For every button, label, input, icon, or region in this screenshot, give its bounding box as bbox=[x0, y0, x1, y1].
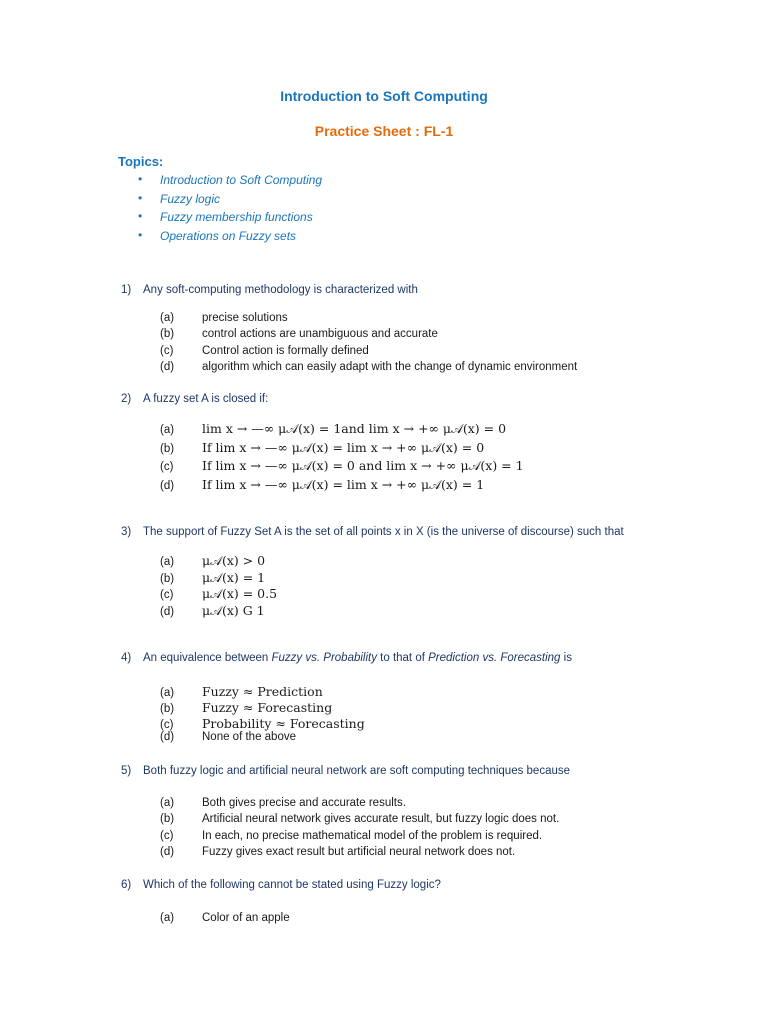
document-subtitle: Practice Sheet : FL-1 bbox=[314, 123, 454, 139]
option-text: Both gives precise and accurate results. bbox=[202, 797, 406, 809]
question-number: 4) bbox=[121, 652, 132, 664]
question-number: 1) bbox=[121, 284, 132, 296]
option-text: If lim x → —∞ μ𝒜(x) = lim x → +∞ μ𝒜(x) = 1 bbox=[202, 476, 485, 492]
topic-item: • Operations on Fuzzy sets bbox=[138, 227, 297, 243]
question-number: 3) bbox=[121, 526, 132, 538]
option-label: (c) bbox=[160, 829, 174, 842]
option-text: Fuzzy ≈ Forecasting bbox=[202, 699, 333, 715]
option-label: (b) bbox=[160, 442, 175, 455]
option-item bbox=[160, 312, 577, 328]
topic-item: • Introduction to Soft Computing bbox=[138, 172, 323, 187]
option-item bbox=[160, 345, 577, 361]
option-text: μ𝒜(x) > 0 bbox=[202, 553, 266, 568]
option-text: algorithm which can easily adapt with the change of dynamic environment bbox=[202, 360, 578, 373]
question-3-options bbox=[160, 553, 277, 619]
option-text: precise solutions bbox=[202, 312, 288, 324]
option-label: (c) bbox=[160, 461, 174, 473]
option-label: (d) bbox=[160, 605, 175, 618]
option-text: If lim x → —∞ μ𝒜(x) = lim x → +∞ μ𝒜(x) = 0 bbox=[202, 439, 485, 455]
option-text: μ𝒜(x) G 1 bbox=[202, 602, 265, 618]
option-text: Probability ≈ Forecasting bbox=[202, 715, 365, 731]
question-text: Both fuzzy logic and artificial neural network are soft computing techniques because bbox=[143, 765, 571, 777]
option-label: (d) bbox=[160, 845, 175, 858]
option-text: μ𝒜(x) = 0.5 bbox=[202, 586, 278, 602]
topic-item: • Fuzzy membership functions bbox=[138, 209, 313, 224]
option-label: (c) bbox=[160, 589, 174, 602]
option-item bbox=[160, 421, 524, 440]
option-text: Fuzzy gives exact result but artificial neural network does not. bbox=[202, 845, 516, 858]
option-label: (b) bbox=[160, 813, 175, 826]
bullet-icon: • bbox=[138, 172, 143, 186]
option-text: lim x → —∞ μ𝒜(x) = 1and lim x → +∞ μ𝒜(x) = 0 bbox=[202, 421, 507, 436]
option-item bbox=[160, 912, 290, 928]
question-2 bbox=[121, 393, 268, 405]
question-5 bbox=[121, 765, 570, 777]
option-label: (d) bbox=[160, 731, 175, 744]
option-text: Artificial neural network gives accurate result, but fuzzy logic does not. bbox=[202, 813, 560, 826]
option-label: (a) bbox=[160, 687, 175, 699]
question-6-options bbox=[160, 912, 290, 928]
option-label: (b) bbox=[160, 328, 175, 341]
question-number: 6) bbox=[121, 879, 132, 891]
question-4-options bbox=[160, 684, 365, 747]
option-text: Fuzzy ≈ Prediction bbox=[202, 684, 323, 699]
option-item bbox=[160, 731, 365, 747]
question-text: Any soft-computing methodology is characterized with bbox=[143, 284, 418, 296]
option-text: If lim x → —∞ μ𝒜(x) = 0 and lim x → +∞ μ𝒜(x) = 1 bbox=[202, 458, 524, 473]
option-label: (a) bbox=[160, 797, 175, 809]
option-item bbox=[160, 328, 577, 344]
question-1 bbox=[121, 284, 418, 296]
option-item bbox=[160, 830, 559, 846]
topics-list bbox=[138, 172, 323, 247]
option-label: (a) bbox=[160, 424, 175, 436]
option-item bbox=[160, 813, 559, 829]
option-label: (c) bbox=[160, 718, 174, 731]
option-text: Color of an apple bbox=[202, 912, 290, 924]
question-6 bbox=[121, 879, 441, 891]
option-text: μ𝒜(x) = 1 bbox=[202, 569, 266, 585]
option-item bbox=[160, 700, 365, 716]
option-item bbox=[160, 603, 277, 620]
option-label: (d) bbox=[160, 479, 175, 492]
question-text: The support of Fuzzy Set A is the set of all points x in X (is the universe of discourse) such that bbox=[143, 526, 624, 538]
option-item bbox=[160, 586, 277, 603]
bullet-icon: • bbox=[138, 227, 143, 242]
topic-item: • Fuzzy logic bbox=[138, 190, 221, 206]
option-item bbox=[160, 797, 559, 813]
question-number: 5) bbox=[121, 765, 132, 777]
option-label: (a) bbox=[160, 912, 175, 924]
topics-heading: Topics: bbox=[118, 154, 164, 169]
question-4: 4) An equivalence between Fuzzy vs. Probability to that of Prediction vs. Forecasting is bbox=[121, 652, 572, 664]
option-label: (c) bbox=[160, 344, 174, 357]
option-text: Control action is formally defined bbox=[202, 344, 369, 357]
option-item bbox=[160, 361, 577, 377]
option-item bbox=[160, 846, 559, 862]
question-number: 2) bbox=[121, 393, 132, 405]
option-item bbox=[160, 477, 524, 496]
question-text: Which of the following cannot be stated using Fuzzy logic? bbox=[143, 879, 441, 891]
bullet-icon: • bbox=[138, 209, 143, 223]
question-5-options bbox=[160, 797, 559, 862]
option-item bbox=[160, 553, 277, 570]
option-text: In each, no precise mathematical model of the problem is required. bbox=[202, 829, 543, 842]
option-text: None of the above bbox=[202, 731, 296, 744]
option-item bbox=[160, 684, 365, 700]
question-text: A fuzzy set A is closed if: bbox=[143, 393, 269, 405]
question-2-options bbox=[160, 421, 524, 495]
document-title: Introduction to Soft Computing bbox=[280, 88, 488, 104]
option-label: (a) bbox=[160, 312, 175, 324]
question-1-options bbox=[160, 312, 577, 377]
option-item bbox=[160, 458, 524, 477]
bullet-icon: • bbox=[138, 190, 143, 205]
question-3 bbox=[121, 526, 624, 538]
option-label: (b) bbox=[160, 572, 175, 585]
option-label: (a) bbox=[160, 556, 175, 568]
option-item bbox=[160, 440, 524, 459]
option-item bbox=[160, 570, 277, 587]
option-text: control actions are unambiguous and accurate bbox=[202, 328, 438, 341]
option-label: (d) bbox=[160, 360, 175, 373]
option-item bbox=[160, 716, 365, 732]
option-label: (b) bbox=[160, 702, 175, 715]
